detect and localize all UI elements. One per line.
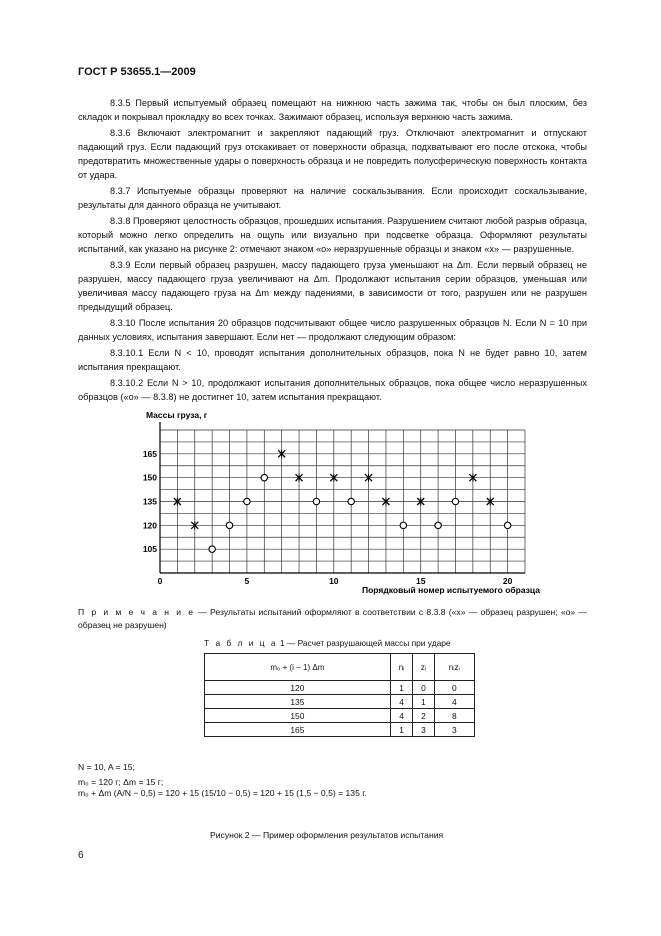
table-cell: 4 — [434, 695, 474, 709]
y-tick-label: 165 — [142, 448, 157, 459]
point-not-broken — [261, 474, 267, 480]
table-cell: 8 — [434, 709, 474, 723]
results-chart — [140, 405, 560, 605]
table-cell: 4 — [390, 695, 413, 709]
y-tick-label: 105 — [142, 544, 157, 555]
page-number: 6 — [78, 850, 84, 861]
table-cell: 0 — [434, 681, 474, 695]
table-caption-label: Т а б л и ц а — [204, 638, 278, 648]
x-tick-label: 0 — [157, 576, 163, 586]
point-not-broken — [435, 522, 441, 528]
x-tick-label: 10 — [329, 576, 339, 586]
table-cell: 0 — [413, 681, 434, 695]
table-cell: 1 — [390, 681, 413, 695]
page-header: ГОСТ Р 53655.1—2009 — [78, 66, 196, 78]
calc-block — [78, 760, 163, 790]
para-8-3-6: 8.3.6 Включают электромагнит и закрепляют падающий груз. Отключают электромагнит и отпускают падающий груз. Если падающий груз отскакивает от поверхности образца, подхватывают его после отскока, чтобы предотвратить множественные удары о поверхность образца и не повредить полусферическую поверхность контакта от удара. — [78, 128, 587, 180]
table-header: nᵢzᵢ — [434, 654, 474, 681]
y-tick-label: 135 — [142, 496, 157, 507]
para-8-3-7: 8.3.7 Испытуемые образцы проверяют на наличие соскальзывания. Если происходит соскальзывание, результаты для данного образца не учитывают. — [78, 186, 587, 210]
y-tick-label: 150 — [142, 472, 157, 483]
table-row — [205, 681, 475, 695]
para-8-3-10-1: 8.3.10.1 Если N < 10, проводят испытания дополнительных образцов, пока N не будет равно 10, затем испытания прекращают. — [78, 348, 587, 372]
table-row — [205, 695, 475, 709]
table-cell: 1 — [390, 723, 413, 737]
point-not-broken — [313, 498, 319, 504]
x-tick-label: 20 — [502, 576, 513, 586]
table-cell: 120 — [205, 681, 391, 695]
calc-line-3: m₀ + Δm (A/N − 0,5) = 120 + 15 (15/10 − 0,5) = 120 + 15 (1,5 − 0,5) = 135 г. — [78, 788, 367, 798]
chart-note — [78, 606, 587, 632]
chart-x-label: Порядковый номер испытуемого образца — [362, 585, 540, 595]
calc-line-1: N = 10, A = 15; — [78, 762, 135, 772]
table-cell: 3 — [413, 723, 434, 737]
chart-ticks — [143, 449, 513, 586]
point-not-broken — [244, 498, 250, 504]
para-8-3-9: 8.3.9 Если первый образец разрушен, массу падающего груза уменьшают на Δm. Если первый образец не разрушен, массу падающего груза увеличивают на Δm. Продолжают испытания серии образцов, уменьшая или увеличивая массу падающего груза на Δm между падениями, в зависимости от того, разрушен или не разрушен предыдущий образец. — [78, 260, 587, 312]
table-caption — [204, 638, 451, 648]
chart-y-label: Массы груза, г — [146, 410, 208, 420]
point-not-broken — [400, 522, 406, 528]
results-table — [204, 653, 475, 737]
table-cell: 3 — [434, 723, 474, 737]
table-header: zᵢ — [413, 654, 434, 681]
table-cell: 135 — [205, 695, 391, 709]
point-not-broken — [209, 546, 215, 552]
table-cell: 1 — [413, 695, 434, 709]
para-8-3-10: 8.3.10 После испытания 20 образцов подсчитывают общее число разрушенных образцов N. Если N = 10 при данных условиях, испытания завершают. Если нет — продолжают следующим образом: — [78, 318, 587, 342]
para-8-3-5: 8.3.5 Первый испытуемый образец помещают на нижнюю часть зажима так, чтобы он был плоским, без складок и покрывал прокладку во всех точках. Зажимают образец, используя верхнюю часть зажима. — [78, 98, 587, 122]
point-not-broken — [452, 498, 458, 504]
point-not-broken — [348, 498, 354, 504]
body-text — [78, 96, 587, 406]
point-not-broken — [504, 522, 510, 528]
table-header: m₀ + (i − 1) Δm — [205, 654, 391, 681]
table-cell: 4 — [390, 709, 413, 723]
point-not-broken — [226, 522, 232, 528]
figure-caption: Рисунок 2 — Пример оформления результатов испытания — [210, 830, 444, 840]
table-header: nᵢ — [390, 654, 413, 681]
table-caption-text: 1 — Расчет разрушающей массы при ударе — [277, 638, 451, 648]
para-8-3-8: 8.3.8 Проверяют целостность образцов, прошедших испытания. Разрушением считают любой разрыв образца, который можно легко определить на ощупь или визуально при подсветке образца. Оформляют результаты испытаний, как указано на рисунке 2: отмечают знаком «о» неразрушенные образцы и знаком «х» — разрушенные. — [78, 216, 587, 254]
para-8-3-10-2: 8.3.10.2 Если N > 10, продолжают испытания дополнительных образцов, пока общее число неразрушенных образцов («о» — 8.3.8) не достигнет 10, затем испытания прекращают. — [78, 378, 587, 402]
table-header-row — [205, 654, 475, 681]
x-tick-label: 15 — [415, 576, 426, 586]
calc-line-2: m₀ = 120 г; Δm = 15 г; — [78, 777, 164, 787]
note-text: — Результаты испытаний оформляют в соответствии с 8.3.8 («х» — образец разрушен; «о» — образец не разрушен) — [78, 607, 587, 630]
table-cell: 150 — [205, 709, 391, 723]
table-cell: 2 — [413, 709, 434, 723]
table-row — [205, 723, 475, 737]
note-label: П р и м е ч а н и е — [78, 607, 195, 617]
x-tick-label: 5 — [244, 576, 250, 586]
table-row — [205, 709, 475, 723]
y-tick-label: 120 — [142, 520, 157, 531]
table-cell: 165 — [205, 723, 391, 737]
